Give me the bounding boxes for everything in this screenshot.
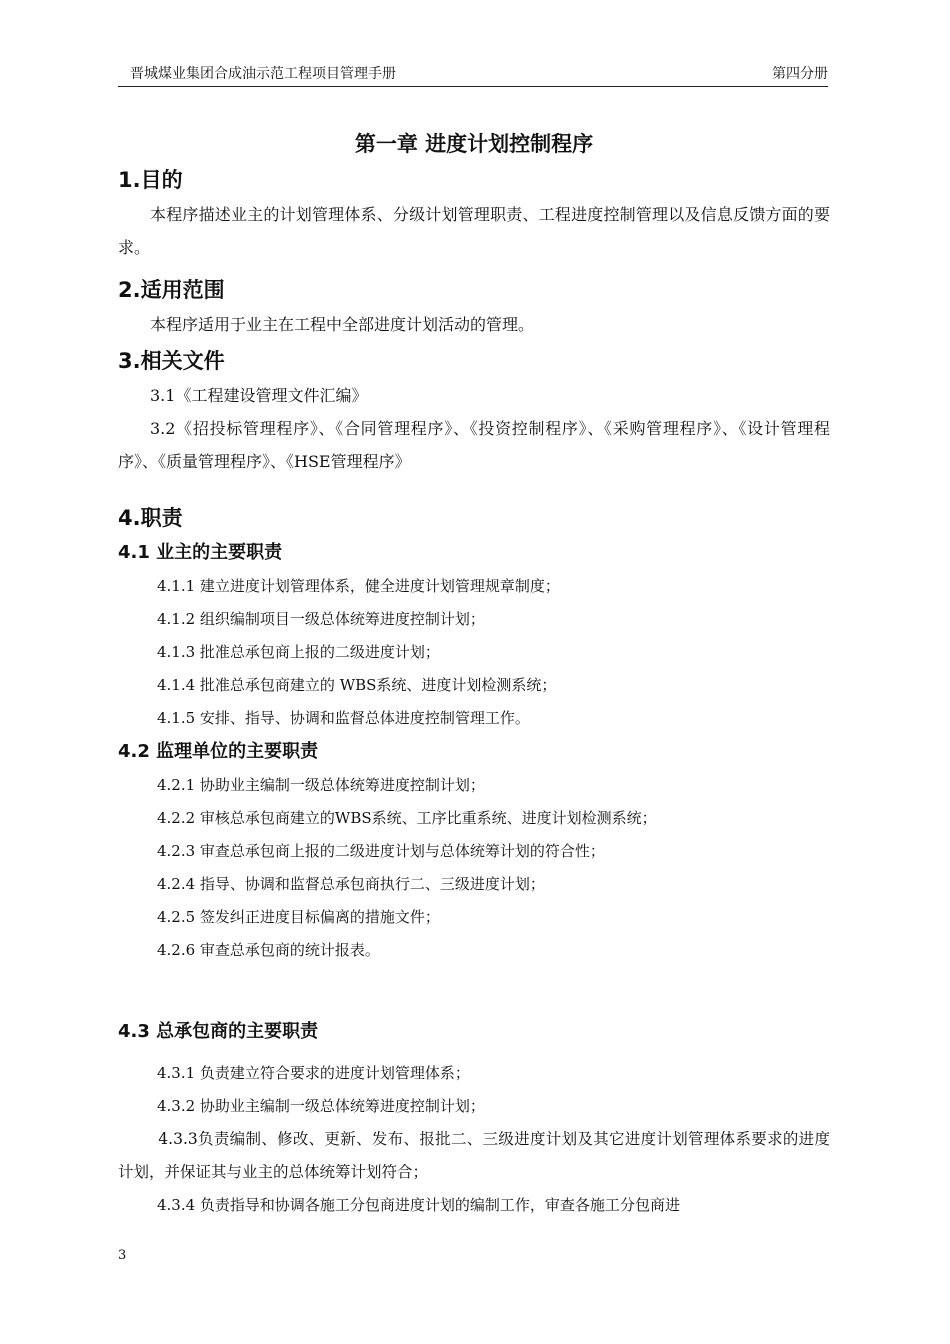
list-item: 4.2.3 审查总承包商上报的二级进度计划与总体统筹计划的符合性；: [157, 842, 605, 860]
header-title: 晋城煤业集团合成油示范工程项目管理手册: [130, 66, 396, 82]
list-item: 4.1.4 批准总承包商建立的 WBS系统、进度计划检测系统；: [157, 676, 557, 694]
list-item: 4.1.5 安排、指导、协调和监督总体进度控制管理工作。: [157, 709, 530, 727]
list-item: 4.3.2 协助业主编制一级总体统筹进度控制计划；: [157, 1097, 485, 1115]
section-heading-duties: 4.职责: [118, 506, 183, 530]
subsection-heading-owner: 4.1 业主的主要职责: [118, 542, 283, 563]
section-heading-references: 3.相关文件: [118, 349, 225, 373]
chapter-title: 第一章 进度计划控制程序: [354, 131, 594, 156]
page-number: 3: [118, 1248, 127, 1263]
subsection-heading-contractor: 4.3 总承包商的主要职责: [118, 1021, 319, 1042]
list-item: 4.1.1 建立进度计划管理体系，健全进度计划管理规章制度；: [157, 577, 560, 595]
page-header: [118, 64, 828, 87]
list-item: 4.3.4 负责指导和协调各施工分包商进度计划的编制工作，审查各施工分包商进: [157, 1196, 680, 1214]
page-content: [118, 126, 830, 1222]
list-item: 4.1.2 组织编制项目一级总体统筹进度控制计划；: [157, 610, 485, 628]
reference-item: 3.2《招投标管理程序》、《合同管理程序》、《投资控制程序》、《采购管理程序》、《设计管理程序》、《质量管理程序》、《HSE管理程序》: [118, 419, 830, 471]
reference-item: 3.1《工程建设管理文件汇编》: [150, 386, 368, 405]
section-heading-purpose: 1.目的: [118, 168, 183, 192]
list-item: 4.2.5 签发纠正进度目标偏离的措施文件；: [157, 908, 440, 926]
header-volume: 第四分册: [772, 66, 828, 82]
list-item: 4.1.3 批准总承包商上报的二级进度计划；: [157, 643, 440, 661]
subsection-heading-supervisor: 4.2 监理单位的主要职责: [118, 741, 319, 762]
list-item: 4.2.1 协助业主编制一级总体统筹进度控制计划；: [157, 776, 485, 794]
list-item: 4.3.3负责编制、修改、更新、发布、报批二、三级进度计划及其它进度计划管理体系要求的进度计划，并保证其与业主的总体统筹计划符合；: [118, 1130, 830, 1181]
list-item: 4.2.6 审查总承包商的统计报表。: [157, 941, 380, 959]
purpose-text: 本程序描述业主的计划管理体系、分级计划管理职责、工程进度控制管理以及信息反馈方面的要求。: [118, 205, 830, 257]
section-heading-scope: 2.适用范围: [118, 278, 225, 302]
list-item: 4.2.2 审核总承包商建立的WBS系统、工序比重系统、进度计划检测系统；: [157, 809, 657, 827]
scope-text: 本程序适用于业主在工程中全部进度计划活动的管理。: [150, 315, 535, 334]
list-item: 4.2.4 指导、协调和监督总承包商执行二、三级进度计划；: [157, 875, 545, 893]
list-item: 4.3.1 负责建立符合要求的进度计划管理体系；: [157, 1064, 470, 1082]
